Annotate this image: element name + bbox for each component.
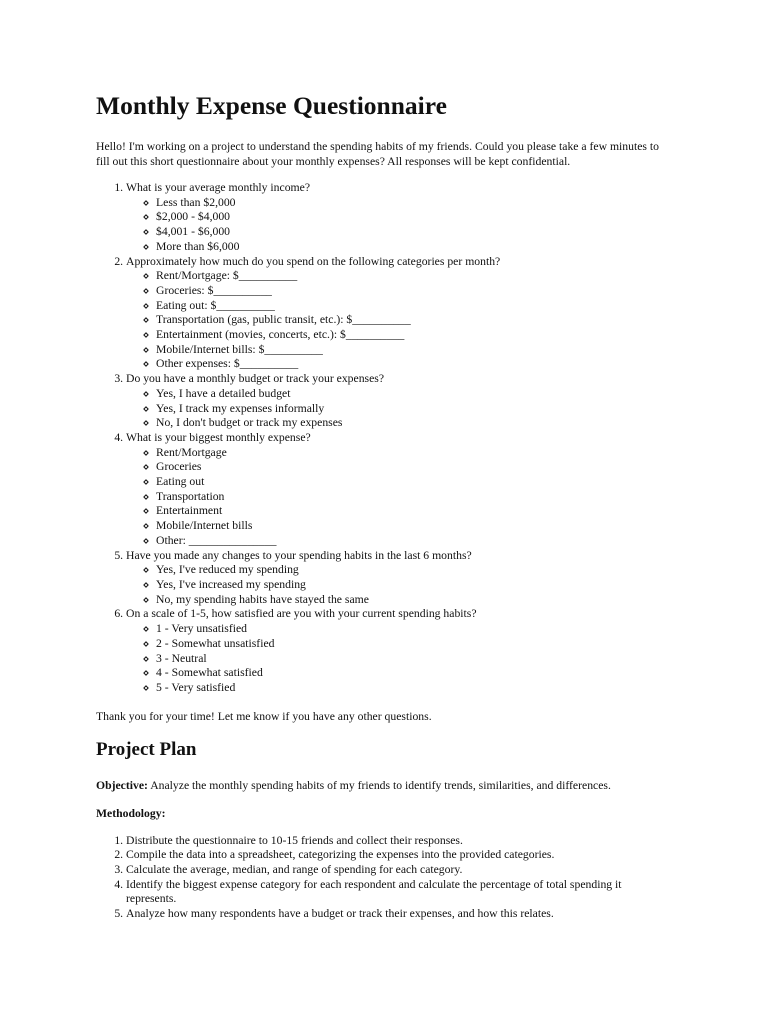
intro-paragraph: Hello! I'm working on a project to understand the spending habits of my friends. Could you please take a few minutes to fill out this short questionnaire about your monthly expenses? All responses will be kept confidential. xyxy=(96,140,659,168)
option-item: Transportation (gas, public transit, etc.): $__________ xyxy=(144,313,672,328)
methodology-step: 4. Identify the biggest expense category for each respondent and calculate the percentage of total spending it represents. xyxy=(126,878,672,907)
option-item: No, my spending habits have stayed the same xyxy=(144,593,672,608)
option-item: 1 - Very unsatisfied xyxy=(144,622,672,637)
methodology-step: 3. Calculate the average, median, and range of spending for each category. xyxy=(126,863,672,878)
option-item: Mobile/Internet bills: $__________ xyxy=(144,343,672,358)
option-item: Entertainment xyxy=(144,504,672,519)
option-list xyxy=(126,269,672,372)
option-item: Rent/Mortgage xyxy=(144,446,672,461)
option-item: More than $6,000 xyxy=(144,240,672,255)
methodology-label: Methodology: xyxy=(96,806,166,820)
option-item: $2,000 - $4,000 xyxy=(144,210,672,225)
option-item: Rent/Mortgage: $__________ xyxy=(144,269,672,284)
option-list xyxy=(126,387,672,431)
question-text: What is your biggest monthly expense? xyxy=(126,430,311,444)
question-item xyxy=(126,255,672,373)
option-item: No, I don't budget or track my expenses xyxy=(144,416,672,431)
question-text: Approximately how much do you spend on the following categories per month? xyxy=(126,254,501,268)
option-item: Other: _______________ xyxy=(144,534,672,549)
question-text: Do you have a monthly budget or track your expenses? xyxy=(126,372,385,386)
option-list xyxy=(126,446,672,549)
option-item: Yes, I've increased my spending xyxy=(144,578,672,593)
option-item: Transportation xyxy=(144,490,672,505)
option-list xyxy=(126,563,672,607)
option-item: $4,001 - $6,000 xyxy=(144,225,672,240)
question-text: On a scale of 1-5, how satisfied are you with your current spending habits? xyxy=(126,607,477,621)
objective-paragraph xyxy=(96,778,672,793)
option-item: 4 - Somewhat satisfied xyxy=(144,666,672,681)
option-item: 5 - Very satisfied xyxy=(144,681,672,696)
option-item: Eating out: $__________ xyxy=(144,299,672,314)
thank-you-note: Thank you for your time! Let me know if you have any other questions. xyxy=(96,709,432,723)
question-item xyxy=(126,607,672,695)
option-list xyxy=(126,622,672,696)
option-item: 2 - Somewhat unsatisfied xyxy=(144,637,672,652)
objective-label: Objective: xyxy=(96,778,148,792)
option-item: Entertainment (movies, concerts, etc.): $__________ xyxy=(144,328,672,343)
question-list xyxy=(96,181,672,696)
option-item: Groceries xyxy=(144,460,672,475)
option-item: 3 - Neutral xyxy=(144,652,672,667)
option-item: Mobile/Internet bills xyxy=(144,519,672,534)
methodology-step: 5. Analyze how many respondents have a budget or track their expenses, and how this relates. xyxy=(126,907,672,922)
question-text: Have you made any changes to your spending habits in the last 6 months? xyxy=(126,548,472,562)
option-item: Less than $2,000 xyxy=(144,196,672,211)
methodology-step: 2. Compile the data into a spreadsheet, categorizing the expenses into the provided categories. xyxy=(126,848,672,863)
question-text: What is your average monthly income? xyxy=(126,181,311,194)
option-list xyxy=(126,196,672,255)
option-item: Groceries: $__________ xyxy=(144,284,672,299)
question-item xyxy=(126,431,672,549)
page-title: Monthly Expense Questionnaire xyxy=(96,91,447,120)
question-item xyxy=(126,372,672,431)
methodology-step: 1. Distribute the questionnaire to 10-15 friends and collect their responses. xyxy=(126,834,672,849)
option-item: Eating out xyxy=(144,475,672,490)
section-heading-project-plan: Project Plan xyxy=(96,738,197,760)
question-item xyxy=(126,549,672,608)
option-item: Yes, I've reduced my spending xyxy=(144,563,672,578)
objective-text: Analyze the monthly spending habits of my friends to identify trends, similarities, and differences. xyxy=(147,778,611,792)
question-item xyxy=(126,181,672,255)
methodology-steps xyxy=(96,834,672,922)
option-item: Yes, I have a detailed budget xyxy=(144,387,672,402)
option-item: Yes, I track my expenses informally xyxy=(144,402,672,417)
option-item: Other expenses: $__________ xyxy=(144,357,672,372)
